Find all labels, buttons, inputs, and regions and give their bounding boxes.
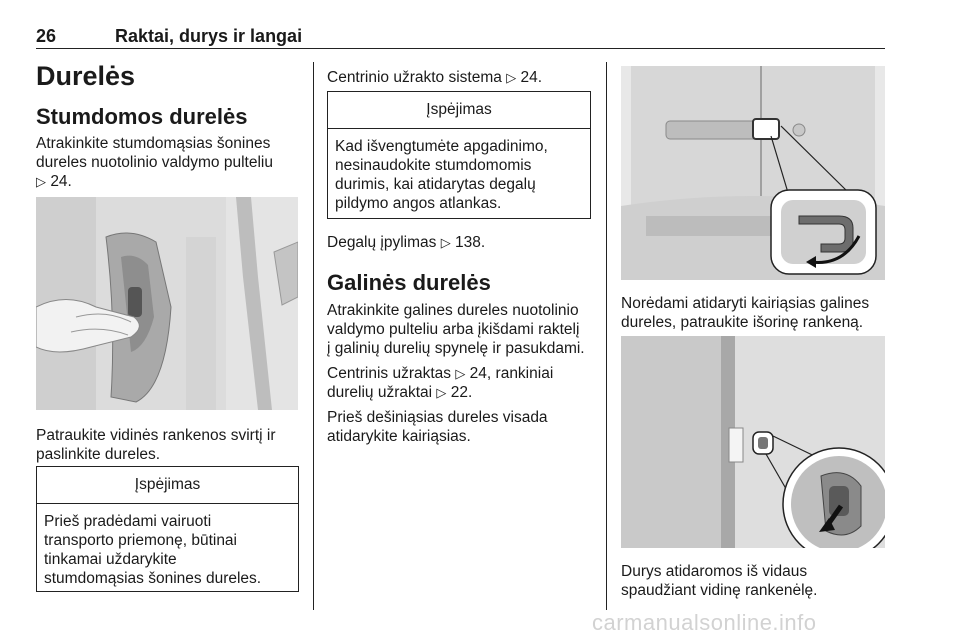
column-1 bbox=[36, 60, 301, 191]
page-title: Durelės bbox=[36, 61, 136, 91]
figure-rear-door-exterior-handle bbox=[621, 66, 885, 280]
warning-text: Prieš pradėdami vairuoti transporto priemonę, būtinai tinkamai uždarykite stumdomąsias šonines dureles. bbox=[44, 513, 262, 587]
fuel-reference: Degalų įpylimas ▷ 138. bbox=[327, 234, 486, 251]
cross-reference[interactable]: 24. bbox=[520, 69, 543, 86]
subsection-title-sliding-doors: Stumdomos durelės bbox=[36, 104, 248, 129]
watermark: carmanualsonline.info bbox=[592, 610, 817, 635]
rear-doors-text: Atrakinkite galines dureles nuotolinio valdymo pulteliu arba įkišdami raktelį į galinių durelių spynelę ir pasukdami. bbox=[327, 302, 585, 357]
right-door-text: Prieš dešiniąsias dureles visada atidarykite kairiąsias. bbox=[327, 409, 548, 445]
cross-reference[interactable]: 22. bbox=[450, 384, 473, 401]
central-lock-text: Centrinis užraktas ▷ 24, rankiniai durelių užraktai ▷ 22. bbox=[327, 365, 554, 401]
cross-reference-triangle-icon: ▷ bbox=[506, 70, 517, 85]
rear-doors-section bbox=[327, 270, 602, 446]
warning-title: Įspėjimas bbox=[328, 92, 590, 129]
sliding-doors-intro: Atrakinkite stumdomąsias šonines dureles nuotolinio valdymo pulteliu ▷ 24. bbox=[36, 134, 301, 191]
subsection-title-rear-doors: Galinės durelės bbox=[327, 270, 491, 295]
page-header bbox=[36, 26, 885, 49]
page-number: 26 bbox=[36, 26, 57, 46]
warning-title: Įspėjimas bbox=[37, 467, 298, 504]
warning-text: Kad išvengtumėte apgadinimo, nesinaudokite stumdomomis durimis, kai atidarytas degalų pildymo angos atlankas. bbox=[335, 138, 548, 212]
figure-3-caption: Durys atidaromos iš vidaus spaudžiant vidinę rankenėlę. bbox=[621, 563, 818, 599]
column-divider-1 bbox=[313, 62, 314, 610]
cross-reference-triangle-icon: ▷ bbox=[436, 385, 447, 400]
column-divider-2 bbox=[606, 62, 607, 610]
figure-2-caption: Norėdami atidaryti kairiąsias galines dureles, patraukite išorinę rankeną. bbox=[621, 295, 870, 331]
cross-reference-triangle-icon: ▷ bbox=[455, 366, 466, 381]
central-locking-reference: Centrinio užrakto sistema ▷ 24. bbox=[327, 69, 543, 86]
cross-reference-triangle-icon: ▷ bbox=[36, 174, 46, 189]
warning-box-2 bbox=[327, 91, 591, 219]
cross-reference[interactable]: ▷ 24. bbox=[36, 173, 72, 190]
figure-1-caption: Patraukite vidinės rankenos svirtį ir paslinkite dureles. bbox=[36, 427, 276, 463]
figure-rear-door-interior-handle bbox=[621, 336, 885, 548]
figure-sliding-door-handle bbox=[36, 197, 298, 410]
cross-reference[interactable]: 24 bbox=[469, 365, 487, 382]
warning-box-1 bbox=[36, 466, 299, 592]
cross-reference[interactable]: 138. bbox=[455, 234, 486, 251]
cross-reference-triangle-icon: ▷ bbox=[440, 235, 451, 250]
section-title: Raktai, durys ir langai bbox=[115, 26, 303, 46]
